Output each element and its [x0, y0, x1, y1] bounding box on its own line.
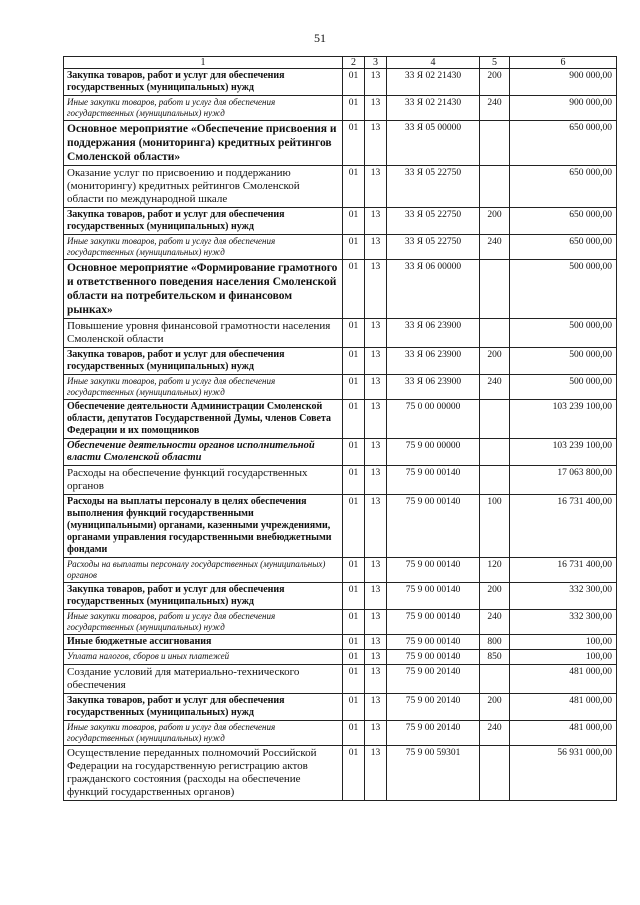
- section-code-cell: 01: [343, 235, 365, 260]
- target-article-cell: 75 9 00 00140: [387, 635, 480, 650]
- row-name-cell: Закупка товаров, работ и услуг для обеспечения государственных (муниципальных) нужд: [64, 694, 343, 721]
- table-row: [64, 319, 617, 348]
- section-code-cell: 01: [343, 96, 365, 121]
- expense-type-cell: 240: [480, 235, 510, 260]
- amount-cell: 900 000,00: [510, 96, 617, 121]
- row-name-cell: Иные закупки товаров, работ и услуг для обеспечения государственных (муниципальных) нужд: [64, 721, 343, 746]
- amount-cell: 500 000,00: [510, 375, 617, 400]
- target-article-cell: 33 Я 06 00000: [387, 260, 480, 319]
- subsection-code-cell: 13: [365, 439, 387, 466]
- target-article-cell: 33 Я 05 22750: [387, 235, 480, 260]
- section-code-cell: 01: [343, 746, 365, 801]
- target-article-cell: 33 Я 06 23900: [387, 375, 480, 400]
- expense-type-cell: 240: [480, 96, 510, 121]
- row-name-cell: Основное мероприятие «Формирование грамотного и ответственного поведения населения Смоленской области на потребительском и финансовом рынках»: [64, 260, 343, 319]
- row-name-cell: Иные закупки товаров, работ и услуг для обеспечения государственных (муниципальных) нужд: [64, 96, 343, 121]
- subsection-code-cell: 13: [365, 375, 387, 400]
- section-code-cell: 01: [343, 650, 365, 665]
- table-row: [64, 495, 617, 558]
- row-name-cell: Повышение уровня финансовой грамотности населения Смоленской области: [64, 319, 343, 348]
- table-row: [64, 721, 617, 746]
- row-name-cell: Уплата налогов, сборов и иных платежей: [64, 650, 343, 665]
- subsection-code-cell: 13: [365, 665, 387, 694]
- row-name-cell: Обеспечение деятельности органов исполнительной власти Смоленской области: [64, 439, 343, 466]
- row-name-cell: Осуществление переданных полномочий Российской Федерации на государственную регистрацию актов гражданского состояния (расходы на обеспечение функций государственных органов): [64, 746, 343, 801]
- header-cell: 1: [64, 57, 343, 69]
- amount-cell: 17 063 800,00: [510, 466, 617, 495]
- row-name-cell: Оказание услуг по присвоению и поддержанию (мониторингу) кредитных рейтингов Смоленской области по международной шкале: [64, 166, 343, 208]
- row-name-cell: Закупка товаров, работ и услуг для обеспечения государственных (муниципальных) нужд: [64, 69, 343, 96]
- budget-table: [63, 56, 617, 801]
- subsection-code-cell: 13: [365, 166, 387, 208]
- amount-cell: 16 731 400,00: [510, 495, 617, 558]
- subsection-code-cell: 13: [365, 650, 387, 665]
- table-row: [64, 610, 617, 635]
- table-row: [64, 96, 617, 121]
- amount-cell: 56 931 000,00: [510, 746, 617, 801]
- expense-type-cell: 200: [480, 208, 510, 235]
- subsection-code-cell: 13: [365, 348, 387, 375]
- target-article-cell: 75 9 00 00140: [387, 610, 480, 635]
- target-article-cell: 33 Я 06 23900: [387, 348, 480, 375]
- subsection-code-cell: 13: [365, 96, 387, 121]
- expense-type-cell: [480, 746, 510, 801]
- table-row: [64, 583, 617, 610]
- row-name-cell: Создание условий для материально-технического обеспечения: [64, 665, 343, 694]
- table-row: [64, 650, 617, 665]
- page-number: 51: [314, 31, 326, 45]
- expense-type-cell: 200: [480, 348, 510, 375]
- section-code-cell: 01: [343, 665, 365, 694]
- expense-type-cell: [480, 121, 510, 166]
- section-code-cell: 01: [343, 495, 365, 558]
- row-name-cell: Закупка товаров, работ и услуг для обеспечения государственных (муниципальных) нужд: [64, 208, 343, 235]
- target-article-cell: 75 9 00 00140: [387, 650, 480, 665]
- subsection-code-cell: 13: [365, 558, 387, 583]
- section-code-cell: 01: [343, 439, 365, 466]
- amount-cell: 900 000,00: [510, 69, 617, 96]
- target-article-cell: 33 Я 02 21430: [387, 69, 480, 96]
- section-code-cell: 01: [343, 121, 365, 166]
- expense-type-cell: 100: [480, 495, 510, 558]
- row-name-cell: Обеспечение деятельности Администрации Смоленской области, депутатов Государственной Думы, членов Совета Федерации и их помощников: [64, 400, 343, 439]
- table-row: [64, 466, 617, 495]
- target-article-cell: 75 9 00 20140: [387, 694, 480, 721]
- table-row: [64, 208, 617, 235]
- section-code-cell: 01: [343, 694, 365, 721]
- row-name-cell: Иные закупки товаров, работ и услуг для обеспечения государственных (муниципальных) нужд: [64, 610, 343, 635]
- row-name-cell: Закупка товаров, работ и услуг для обеспечения государственных (муниципальных) нужд: [64, 583, 343, 610]
- amount-cell: 500 000,00: [510, 319, 617, 348]
- target-article-cell: 75 9 00 00140: [387, 558, 480, 583]
- row-name-cell: Иные бюджетные ассигнования: [64, 635, 343, 650]
- expense-type-cell: [480, 439, 510, 466]
- row-name-cell: Закупка товаров, работ и услуг для обеспечения государственных (муниципальных) нужд: [64, 348, 343, 375]
- row-name-cell: Расходы на выплаты персоналу в целях обеспечения выполнения функций государственными (муниципальными) органами, казенными учреждениями, органами управления государственными внебюджетными фондами: [64, 495, 343, 558]
- section-code-cell: 01: [343, 721, 365, 746]
- amount-cell: 481 000,00: [510, 665, 617, 694]
- target-article-cell: 33 Я 05 22750: [387, 208, 480, 235]
- expense-type-cell: [480, 665, 510, 694]
- expense-type-cell: 120: [480, 558, 510, 583]
- subsection-code-cell: 13: [365, 610, 387, 635]
- amount-cell: 481 000,00: [510, 694, 617, 721]
- section-code-cell: 01: [343, 635, 365, 650]
- amount-cell: 481 000,00: [510, 721, 617, 746]
- expense-type-cell: [480, 260, 510, 319]
- table-row: [64, 348, 617, 375]
- amount-cell: 332 300,00: [510, 610, 617, 635]
- expense-type-cell: 200: [480, 583, 510, 610]
- target-article-cell: 75 9 00 20140: [387, 721, 480, 746]
- target-article-cell: 33 Я 02 21430: [387, 96, 480, 121]
- expense-type-cell: [480, 466, 510, 495]
- row-name-cell: Иные закупки товаров, работ и услуг для обеспечения государственных (муниципальных) нужд: [64, 235, 343, 260]
- table-row: [64, 400, 617, 439]
- amount-cell: 332 300,00: [510, 583, 617, 610]
- table-row: [64, 635, 617, 650]
- amount-cell: 103 239 100,00: [510, 400, 617, 439]
- amount-cell: 500 000,00: [510, 260, 617, 319]
- section-code-cell: 01: [343, 400, 365, 439]
- table-row: [64, 235, 617, 260]
- expense-type-cell: [480, 166, 510, 208]
- section-code-cell: 01: [343, 610, 365, 635]
- amount-cell: 100,00: [510, 635, 617, 650]
- section-code-cell: 01: [343, 558, 365, 583]
- subsection-code-cell: 13: [365, 69, 387, 96]
- row-name-cell: Иные закупки товаров, работ и услуг для обеспечения государственных (муниципальных) нужд: [64, 375, 343, 400]
- table-row: [64, 121, 617, 166]
- section-code-cell: 01: [343, 466, 365, 495]
- expense-type-cell: 200: [480, 694, 510, 721]
- subsection-code-cell: 13: [365, 121, 387, 166]
- row-name-cell: Расходы на выплаты персоналу государственных (муниципальных) органов: [64, 558, 343, 583]
- header-cell: 2: [343, 57, 365, 69]
- header-cell: 6: [510, 57, 617, 69]
- section-code-cell: 01: [343, 69, 365, 96]
- expense-type-cell: [480, 319, 510, 348]
- table-row: [64, 439, 617, 466]
- table-row: [64, 166, 617, 208]
- table-row: [64, 665, 617, 694]
- expense-type-cell: [480, 400, 510, 439]
- target-article-cell: 33 Я 06 23900: [387, 319, 480, 348]
- expense-type-cell: 850: [480, 650, 510, 665]
- table-row: [64, 260, 617, 319]
- subsection-code-cell: 13: [365, 319, 387, 348]
- expense-type-cell: 200: [480, 69, 510, 96]
- amount-cell: 500 000,00: [510, 348, 617, 375]
- target-article-cell: 75 9 00 20140: [387, 665, 480, 694]
- table-row: [64, 558, 617, 583]
- target-article-cell: 33 Я 05 22750: [387, 166, 480, 208]
- target-article-cell: 75 9 00 00140: [387, 466, 480, 495]
- section-code-cell: 01: [343, 375, 365, 400]
- section-code-cell: 01: [343, 348, 365, 375]
- target-article-cell: 75 9 00 59301: [387, 746, 480, 801]
- section-code-cell: 01: [343, 583, 365, 610]
- section-code-cell: 01: [343, 166, 365, 208]
- amount-cell: 16 731 400,00: [510, 558, 617, 583]
- row-name-cell: Основное мероприятие «Обеспечение присвоения и поддержания (мониторинга) кредитных рейтингов Смоленской области»: [64, 121, 343, 166]
- header-cell: 5: [480, 57, 510, 69]
- target-article-cell: 75 0 00 00000: [387, 400, 480, 439]
- section-code-cell: 01: [343, 319, 365, 348]
- subsection-code-cell: 13: [365, 260, 387, 319]
- expense-type-cell: 240: [480, 721, 510, 746]
- subsection-code-cell: 13: [365, 466, 387, 495]
- table-row: [64, 694, 617, 721]
- expense-type-cell: 240: [480, 610, 510, 635]
- subsection-code-cell: 13: [365, 495, 387, 558]
- expense-type-cell: 800: [480, 635, 510, 650]
- subsection-code-cell: 13: [365, 235, 387, 260]
- subsection-code-cell: 13: [365, 208, 387, 235]
- target-article-cell: 75 9 00 00140: [387, 495, 480, 558]
- amount-cell: 650 000,00: [510, 208, 617, 235]
- subsection-code-cell: 13: [365, 635, 387, 650]
- amount-cell: 650 000,00: [510, 121, 617, 166]
- expense-type-cell: 240: [480, 375, 510, 400]
- table-row: [64, 69, 617, 96]
- section-code-cell: 01: [343, 260, 365, 319]
- table-row: [64, 375, 617, 400]
- section-code-cell: 01: [343, 208, 365, 235]
- target-article-cell: 75 9 00 00000: [387, 439, 480, 466]
- target-article-cell: 75 9 00 00140: [387, 583, 480, 610]
- row-name-cell: Расходы на обеспечение функций государственных органов: [64, 466, 343, 495]
- table-row: [64, 746, 617, 801]
- header-row: [64, 57, 617, 69]
- subsection-code-cell: 13: [365, 721, 387, 746]
- subsection-code-cell: 13: [365, 583, 387, 610]
- header-cell: 3: [365, 57, 387, 69]
- amount-cell: 103 239 100,00: [510, 439, 617, 466]
- amount-cell: 650 000,00: [510, 166, 617, 208]
- subsection-code-cell: 13: [365, 746, 387, 801]
- subsection-code-cell: 13: [365, 400, 387, 439]
- header-cell: 4: [387, 57, 480, 69]
- subsection-code-cell: 13: [365, 694, 387, 721]
- target-article-cell: 33 Я 05 00000: [387, 121, 480, 166]
- amount-cell: 100,00: [510, 650, 617, 665]
- amount-cell: 650 000,00: [510, 235, 617, 260]
